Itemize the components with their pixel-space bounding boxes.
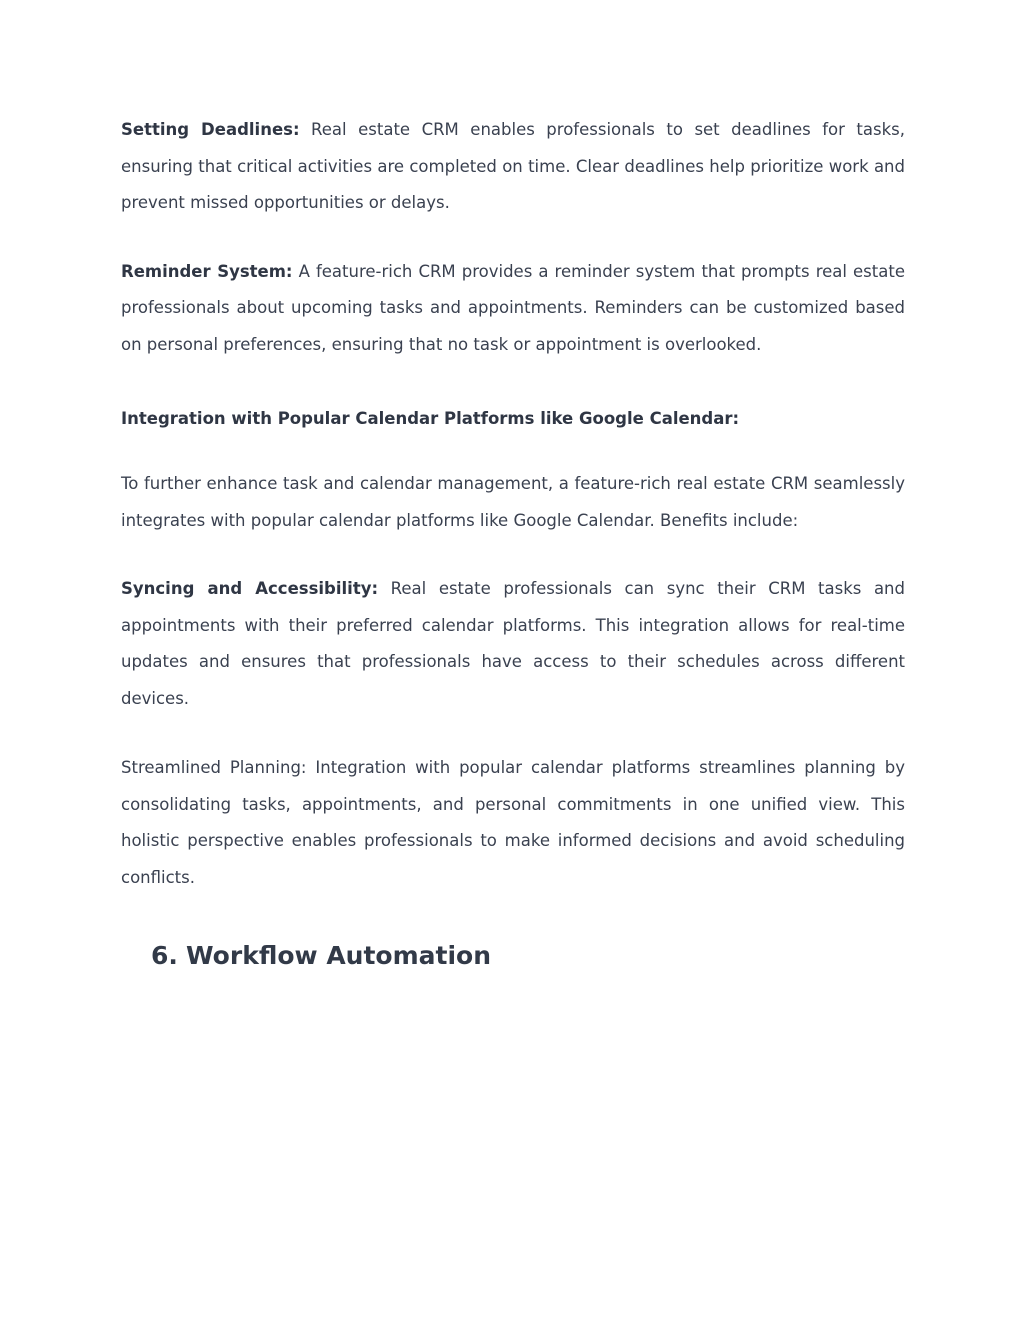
setting-deadlines-text: Real estate CRM enables professionals to set deadlines for tasks, ensuring that critical activities are completed on time. Clear deadlines help prioritize work and prevent missed opportunities or delays. <box>121 120 905 212</box>
section-number: 6. <box>151 941 178 970</box>
syncing-lead: Syncing and Accessibility: <box>121 579 379 598</box>
reminder-system-lead: Reminder System: <box>121 261 293 281</box>
section-heading <box>151 936 905 976</box>
integration-heading: Integration with Popular Calendar Platforms like Google Calendar: <box>121 409 740 428</box>
reminder-system-paragraph <box>121 254 905 364</box>
integration-intro-paragraph: To further enhance task and calendar management, a feature-rich real estate CRM seamlessly integrates with popular calendar platforms like Google Calendar. Benefits include: <box>121 474 905 530</box>
setting-deadlines-lead: Setting Deadlines: <box>121 120 300 139</box>
streamlined-planning-paragraph: Streamlined Planning: Integration with popular calendar platforms streamlines planning by consolidating tasks, appointments, and personal commitments in one unified view. This holistic perspective enables professionals to make informed decisions and avoid scheduling conflicts. <box>121 758 905 887</box>
section-title: Workflow Automation <box>186 941 492 970</box>
setting-deadlines-paragraph <box>121 112 905 222</box>
syncing-paragraph <box>121 571 905 717</box>
syncing-text: Real estate professionals can sync their CRM tasks and appointments with their preferred calendar platforms. This integration allows for real-time updates and ensures that professionals have access to their schedules across different devices. <box>121 579 905 708</box>
reminder-system-text: A feature-rich CRM provides a reminder system that prompts real estate professionals about upcoming tasks and appointments. Reminders can be customized based on personal preferences, ensuring that no task or appointment is overlooked. <box>121 261 905 354</box>
document-page <box>121 112 905 976</box>
